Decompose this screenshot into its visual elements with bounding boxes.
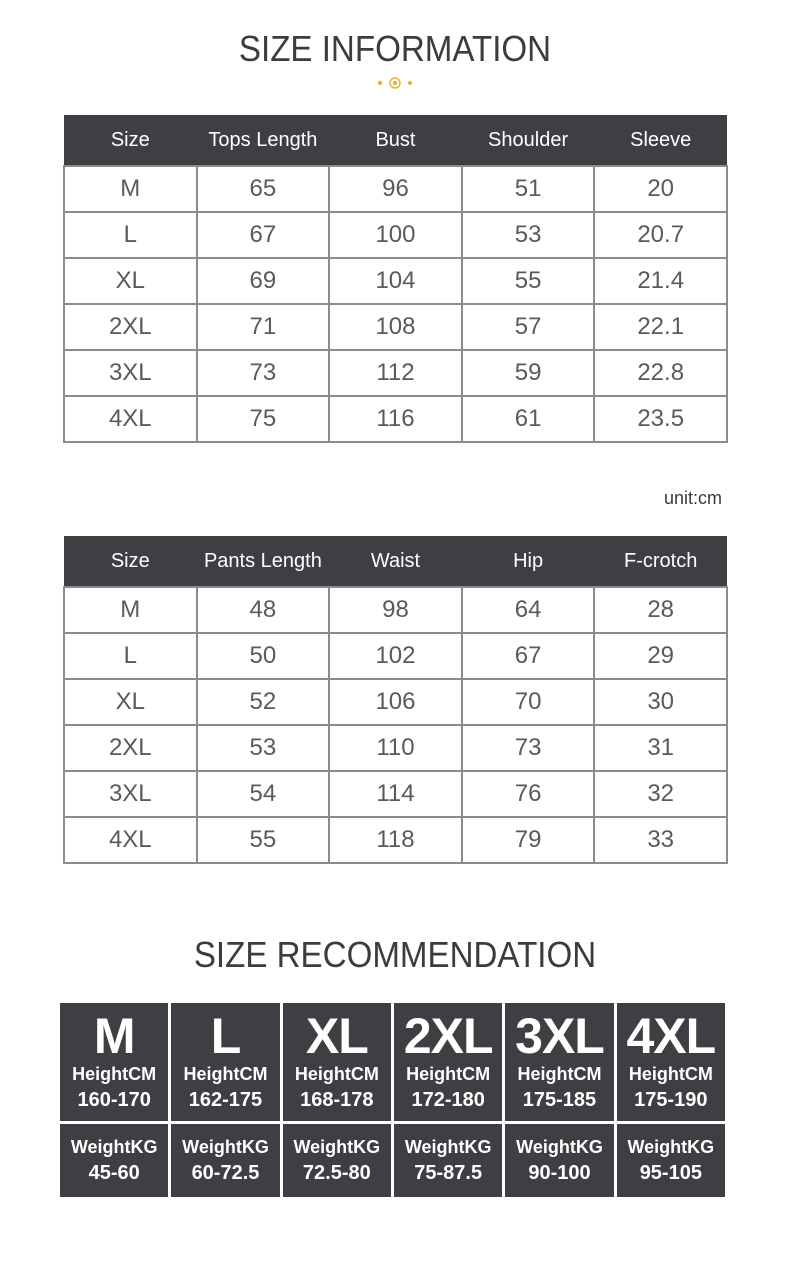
table-cell: 70	[462, 679, 595, 725]
table-cell: 110	[329, 725, 462, 771]
height-card	[505, 1003, 613, 1121]
height-range: 172-180	[411, 1089, 485, 1111]
table-cell: 55	[462, 258, 595, 304]
table-cell: 59	[462, 350, 595, 396]
table-row	[64, 350, 727, 396]
table-cell: 22.8	[594, 350, 727, 396]
height-label: HeightCM	[294, 1064, 379, 1084]
table-cell: 20.7	[594, 212, 727, 258]
table-cell: 50	[197, 633, 330, 679]
table-cell: 67	[462, 633, 595, 679]
table-cell: 100	[329, 212, 462, 258]
col-header-size: Size	[64, 115, 197, 166]
table-cell: 112	[329, 350, 462, 396]
height-label: HeightCM	[406, 1064, 491, 1084]
col-header-sleeve: Sleeve	[594, 115, 727, 166]
weight-range: 60-72.5	[191, 1161, 260, 1184]
table-cell: 79	[462, 817, 595, 863]
table-cell: 102	[329, 633, 462, 679]
size-label: L	[210, 1008, 241, 1064]
height-card	[283, 1003, 391, 1121]
table-cell: 55	[197, 817, 330, 863]
pants-size-table	[63, 536, 728, 864]
col-header-tops-length: Tops Length	[197, 115, 330, 166]
weight-label: WeightKG	[516, 1136, 603, 1157]
table-cell: 98	[329, 587, 462, 633]
table-cell: 71	[197, 304, 330, 350]
size-label: M	[93, 1008, 135, 1064]
size-label: 4XL	[626, 1008, 716, 1064]
height-range: 175-190	[634, 1089, 708, 1111]
table-cell: L	[64, 633, 197, 679]
table-row	[64, 679, 727, 725]
weight-card	[60, 1124, 168, 1197]
table-cell: 54	[197, 771, 330, 817]
col-header-shoulder: Shoulder	[462, 115, 595, 166]
table-row	[64, 817, 727, 863]
col-header-size: Size	[64, 536, 197, 587]
table-cell: 30	[594, 679, 727, 725]
size-label: 3XL	[515, 1008, 604, 1064]
col-header-hip: Hip	[462, 536, 595, 587]
table-row	[64, 166, 727, 212]
height-label: HeightCM	[517, 1064, 602, 1084]
table-cell: 4XL	[64, 396, 197, 442]
table-cell: 76	[462, 771, 595, 817]
table-cell: 51	[462, 166, 595, 212]
table-cell: 20	[594, 166, 727, 212]
size-label: 2XL	[403, 1008, 493, 1064]
size-recommendation-title: SIZE RECOMMENDATION	[193, 934, 597, 975]
table-cell: 67	[197, 212, 330, 258]
table-cell: 118	[329, 817, 462, 863]
weight-card	[171, 1124, 279, 1197]
table-cell: 53	[462, 212, 595, 258]
table-cell: 4XL	[64, 817, 197, 863]
weight-card	[505, 1124, 613, 1197]
weight-card	[394, 1124, 502, 1197]
table-row	[64, 771, 727, 817]
table-row	[64, 212, 727, 258]
table-cell: XL	[64, 258, 197, 304]
weight-range: 75-87.5	[414, 1161, 483, 1184]
table-cell: 104	[329, 258, 462, 304]
col-header-pants-length: Pants Length	[197, 536, 330, 587]
table-cell: 114	[329, 771, 462, 817]
size-label: XL	[305, 1008, 368, 1064]
table-cell: 2XL	[64, 304, 197, 350]
table-row	[64, 396, 727, 442]
table-cell: 73	[462, 725, 595, 771]
table-cell: 29	[594, 633, 727, 679]
weight-card	[617, 1124, 725, 1197]
table-cell: 108	[329, 304, 462, 350]
table-cell: 96	[329, 166, 462, 212]
height-card	[171, 1003, 279, 1121]
table-row	[64, 304, 727, 350]
table-cell: 64	[462, 587, 595, 633]
table-cell: 53	[197, 725, 330, 771]
table-cell: 3XL	[64, 771, 197, 817]
table-cell: 31	[594, 725, 727, 771]
col-header-waist: Waist	[329, 536, 462, 587]
table-cell: L	[64, 212, 197, 258]
table-cell: 69	[197, 258, 330, 304]
weight-label: WeightKG	[404, 1136, 492, 1157]
height-range: 175-185	[522, 1089, 597, 1111]
weight-label: WeightKG	[627, 1136, 715, 1157]
weight-card	[283, 1124, 391, 1197]
table-cell: 3XL	[64, 350, 197, 396]
weight-label: WeightKG	[293, 1136, 381, 1157]
weight-label: WeightKG	[70, 1136, 158, 1157]
tops-size-table	[63, 115, 728, 443]
height-label: HeightCM	[72, 1064, 157, 1084]
table-row	[64, 587, 727, 633]
height-card	[394, 1003, 502, 1121]
weight-range: 90-100	[528, 1161, 591, 1184]
height-range: 162-175	[188, 1089, 263, 1111]
table-row	[64, 633, 727, 679]
table-cell: 32	[594, 771, 727, 817]
table-cell: M	[64, 587, 197, 633]
weight-label: WeightKG	[182, 1136, 269, 1157]
weight-range: 45-60	[88, 1161, 140, 1184]
divider-ornament-icon	[375, 76, 415, 90]
height-range: 168-178	[300, 1089, 374, 1111]
table-cell: 116	[329, 396, 462, 442]
table-row	[64, 258, 727, 304]
table-cell: 106	[329, 679, 462, 725]
table-cell: 57	[462, 304, 595, 350]
table-header-row	[64, 536, 727, 587]
size-information-title: SIZE INFORMATION	[238, 28, 552, 69]
table-cell: 22.1	[594, 304, 727, 350]
col-header-f-crotch: F-crotch	[594, 536, 727, 587]
height-card	[617, 1003, 725, 1121]
unit-label: unit:cm	[663, 488, 722, 508]
height-label: HeightCM	[628, 1064, 713, 1084]
col-header-bust: Bust	[329, 115, 462, 166]
height-card	[60, 1003, 168, 1121]
height-range: 160-170	[77, 1089, 151, 1111]
size-recommendation-grid	[60, 1003, 725, 1199]
table-cell: 65	[197, 166, 330, 212]
table-cell: M	[64, 166, 197, 212]
weight-range: 95-105	[639, 1161, 702, 1184]
table-cell: XL	[64, 679, 197, 725]
table-cell: 2XL	[64, 725, 197, 771]
weight-range: 72.5-80	[302, 1161, 371, 1184]
table-cell: 61	[462, 396, 595, 442]
table-cell: 75	[197, 396, 330, 442]
table-cell: 73	[197, 350, 330, 396]
table-cell: 23.5	[594, 396, 727, 442]
table-cell: 48	[197, 587, 330, 633]
table-cell: 33	[594, 817, 727, 863]
table-header-row	[64, 115, 727, 166]
table-cell: 28	[594, 587, 727, 633]
table-cell: 21.4	[594, 258, 727, 304]
table-cell: 52	[197, 679, 330, 725]
table-row	[64, 725, 727, 771]
height-label: HeightCM	[183, 1064, 268, 1084]
